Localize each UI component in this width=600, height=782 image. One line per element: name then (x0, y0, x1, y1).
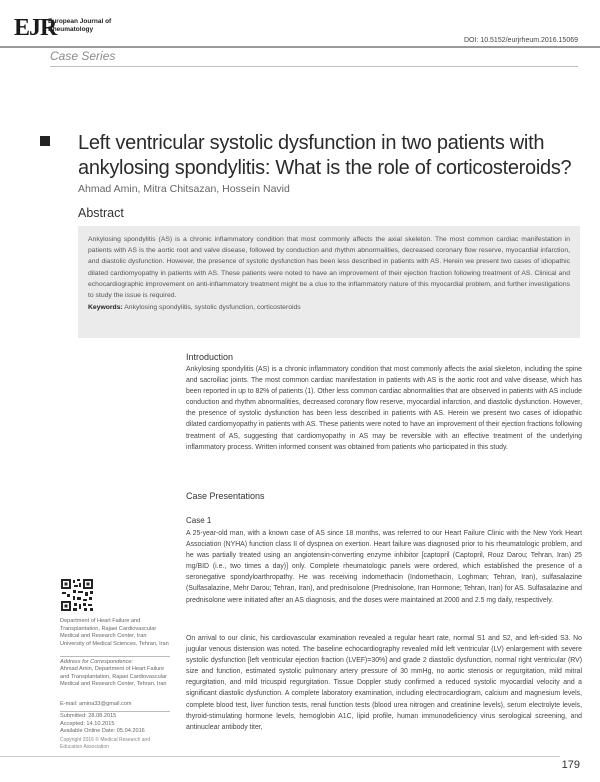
doi-label[interactable]: DOI: 10.5152/eurjrheum.2016.15069 (463, 37, 578, 44)
header-divider (0, 46, 600, 48)
case1-paragraph-1: A 25-year-old man, with a known case of AS since 18 months, was referred to our Heart Failure Clinic with the New York Heart Association (NYHA) function class II of dyspnea on exertion. Heart failure was diagnosed prior to his rheumatologic problem, and he was partially treated using an angiotensin-converting enzyme inhibitor [captopril (Captopril, Rouz Darou; Tehran, Iran) 25 mg/BID (i.e., two times a day)] only. Complete rheumatologic panels were ordered, which established the presence of a seronegative spondyloarthropathy. He was receiving indomethacin (Indomethacin, Loghman; Tehran, Iran), sulfasalazine (Sulfasalazine, Mehr Darou; Tehran, Iran), and prednisolone (Prednisolone, Iran Hormone; Tehran, Iran) for AS. Sulfasalazine and prednisolone were initiated after an AS diagnosis, and the doses were maintained at 2000 and 2.5 mg daily, respectively. (186, 530, 582, 604)
introduction-text: Ankylosing spondylitis (AS) is a chronic inflammatory condition that most commonly affects the axial skeleton, including the spine and sacroiliac joints. The most common cardiac manifestation in patients with AS is the aortic root and valve disease, which has been reported in up to 82% of patients (1). Other less common cardiac abnormalities that are observed in patients with AS include conduction and rhythm abnormalities, decreased coronary flow reserve, myocardial infarction, and diastolic dysfunction. However, the presence of systolic dysfunction has been less described in patients with AS. Herein we present two cases of idiopathic dilated cardiomyopathy in patients with AS. These patients were noted to have an improvement of their ejection fractions following treatment of AS, suggesting that cardiomyopathy in AS may be reversible with an effective treatment of the underlying inflammatory process. Written informed consent was obtained from patients who participated in this study. (186, 366, 582, 451)
article-title: Left ventricular systolic dysfunction in two patients with ankylosing spondylitis: What is the role of corticosteroids? (78, 132, 572, 179)
copyright-notice: Copyright 2016 © Medical Research and Education Association (60, 737, 151, 750)
abstract-box (78, 226, 580, 338)
logo-line-1: European Journal of (48, 18, 112, 25)
accepted-date: Accepted: 14.10.2015 (60, 720, 115, 727)
abstract-heading: Abstract (78, 206, 124, 220)
journal-logo (14, 16, 124, 42)
section-label: Case Series (50, 49, 116, 63)
case-presentations-heading: Case Presentations (186, 491, 265, 501)
abstract-text: Ankylosing spondylitis (AS) is a chronic inflammatory condition that most commonly affects the axial skeleton. The most common cardiac manifestation in patients with AS is the aortic root and valve disease, followed by conduction and rhythm abnormalities, decreased coronary flow reserve, myocardial infarction, and diastolic dysfunction. However, the presence of systolic dysfunction has been less described in patients with AS. Herein we present two cases of idiopathic dilated cardiomyopathy in patients with AS. These patients were noted to have an improvement of their ejection fraction following treatment of AS. Clinical and echocardiographic improvement on anti-inflammatory treatment might be a clue to the inflammatory nature of this myocardial problem, and further investigations to study the issue is required. (88, 236, 570, 300)
keywords-list: Ankylosing spondylitis, systolic dysfunction, corticosteroids (124, 304, 301, 312)
case1-heading: Case 1 (186, 516, 212, 525)
title-marker (40, 136, 50, 146)
logo-journal-name (48, 18, 111, 33)
keywords (88, 302, 570, 313)
correspondence-label: Address for Correspondence: (60, 659, 134, 665)
section-divider (50, 66, 578, 67)
author-list: Ahmad Amin, Mitra Chitsazan, Hossein Navid (78, 183, 290, 195)
case1-paragraph-2: On arrival to our clinic, his cardiovascular examination revealed a regular heart rate, normal S1 and S2, and left-sided S3. No jugular venous distension was noted. The baseline echocardiography revealed mild left ventricular (LV) enlargement with severe systolic dysfunction [left ventricular ejection fraction (LVEF)=30%] and grade 2 diastolic dysfunction, normal right ventricular (RV) size and function, estimated systolic pulmonary artery pressure of 30 mmHg, no aortic stenosis or regurgitation, mild mitral regurgitation, and mild tricuspid regurgitation. Tissue Doppler study confirmed a reduced systolic myocardial velocity and a significant diastolic dysfunction. A complete laboratory examination, including electrocardiogram, calcium and magnesium levels, complete blood test, liver function tests, renal function tests (blood urea nitrogen and creatinine levels), serum electrolyte levels, thyroid-stimulating hormone levels, hemoglobin A1C, lipid profile, human immunodeficiency virus serological screening, and antinuclear antibody titer, (186, 635, 582, 731)
sidebar-divider (60, 656, 170, 657)
logo-abbreviation: EJR (14, 15, 57, 41)
introduction-heading: Introduction (186, 352, 234, 362)
correspondence-address: Ahmad Amin, Department of Heart Failure and Transplantation, Rajaei Cardiovascular Medical and Research Center, Tehran, Iran (60, 666, 167, 688)
logo-line-2: Rheumatology (48, 25, 94, 33)
online-date: Available Online Date: 05.04.2016 (60, 728, 145, 734)
submitted-date: Submitted: 28.08.2015 (60, 713, 117, 719)
sidebar-divider-2 (60, 711, 170, 712)
correspondence-email[interactable]: E-mail: amina33@gmail.com (60, 701, 132, 707)
affiliation: Department of Heart Failure and Transplantation, Rajaei Cardiovascular Medical and Research Center, Iran University of Medical Sciences, Tehran, Iran (60, 618, 169, 647)
keywords-label: Keywords: (88, 304, 123, 312)
qr-code-icon (60, 578, 94, 612)
page-number: 179 (561, 759, 580, 771)
footer-divider (0, 756, 560, 757)
